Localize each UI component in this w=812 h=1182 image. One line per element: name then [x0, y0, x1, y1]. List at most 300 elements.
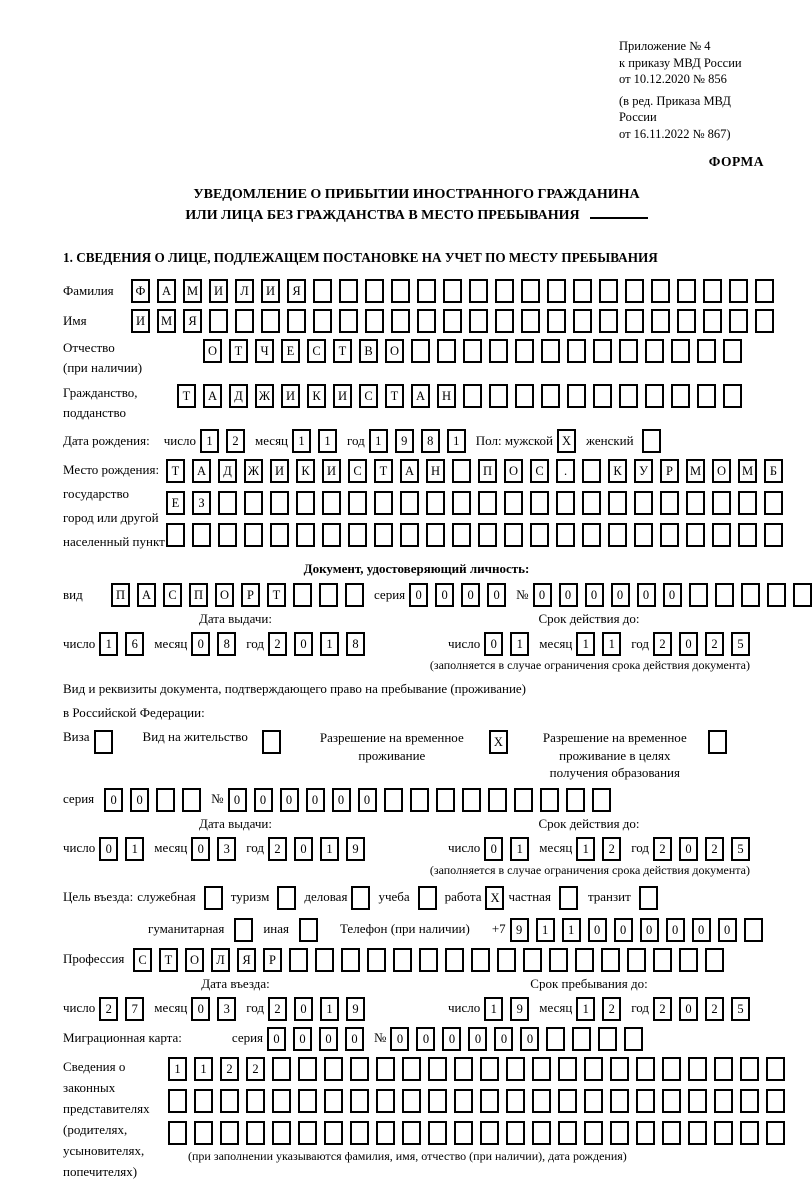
stay-month-input[interactable] [576, 996, 621, 1021]
char-cell[interactable]: Б [764, 459, 783, 483]
char-cell[interactable]: 0 [319, 1027, 338, 1051]
entry-year-input[interactable] [268, 996, 365, 1021]
char-cell[interactable] [592, 788, 611, 812]
char-cell[interactable]: Т [374, 459, 393, 483]
char-cell[interactable]: 1 [99, 632, 118, 656]
char-cell[interactable] [443, 309, 462, 333]
char-cell[interactable]: Е [166, 491, 185, 515]
char-cell[interactable] [289, 948, 308, 972]
char-cell[interactable] [463, 384, 482, 408]
char-cell[interactable] [738, 491, 757, 515]
char-cell[interactable] [532, 1089, 551, 1113]
char-cell[interactable] [523, 948, 542, 972]
char-cell[interactable] [220, 1089, 239, 1113]
residence-valid-day-input[interactable] [484, 836, 529, 861]
char-cell[interactable] [351, 886, 370, 910]
char-cell[interactable] [194, 1089, 213, 1113]
char-cell[interactable] [793, 583, 812, 607]
char-cell[interactable]: 0 [435, 583, 454, 607]
char-cell[interactable] [599, 309, 618, 333]
char-cell[interactable] [182, 788, 201, 812]
char-cell[interactable] [703, 309, 722, 333]
char-cell[interactable] [712, 523, 731, 547]
char-cell[interactable] [402, 1121, 421, 1145]
char-cell[interactable] [454, 1121, 473, 1145]
char-cell[interactable] [686, 523, 705, 547]
temp-residence-education-checkbox[interactable] [708, 729, 727, 754]
char-cell[interactable] [624, 1027, 643, 1051]
char-cell[interactable] [627, 948, 646, 972]
char-cell[interactable]: 0 [461, 583, 480, 607]
char-cell[interactable] [766, 1121, 785, 1145]
char-cell[interactable] [660, 491, 679, 515]
char-cell[interactable]: 7 [125, 997, 144, 1021]
char-cell[interactable] [521, 279, 540, 303]
profession-input[interactable] [133, 947, 724, 972]
char-cell[interactable]: 9 [510, 997, 529, 1021]
char-cell[interactable] [688, 1089, 707, 1113]
char-cell[interactable] [400, 523, 419, 547]
identity-kind-input[interactable] [111, 582, 364, 607]
purpose-private-checkbox[interactable] [559, 885, 578, 910]
char-cell[interactable]: Н [437, 384, 456, 408]
char-cell[interactable] [572, 1027, 591, 1051]
char-cell[interactable]: 2 [602, 837, 621, 861]
char-cell[interactable]: Д [218, 459, 237, 483]
char-cell[interactable] [400, 491, 419, 515]
char-cell[interactable]: 9 [346, 837, 365, 861]
char-cell[interactable]: М [686, 459, 705, 483]
char-cell[interactable] [322, 491, 341, 515]
char-cell[interactable]: 1 [369, 429, 388, 453]
char-cell[interactable] [610, 1121, 629, 1145]
char-cell[interactable] [766, 1089, 785, 1113]
migration-series-input[interactable] [267, 1026, 364, 1051]
char-cell[interactable]: М [157, 309, 176, 333]
char-cell[interactable]: 0 [559, 583, 578, 607]
char-cell[interactable]: 2 [246, 1057, 265, 1081]
char-cell[interactable]: 2 [99, 997, 118, 1021]
char-cell[interactable]: Т [267, 583, 286, 607]
identity-series-input[interactable] [409, 582, 506, 607]
purpose-work-checkbox[interactable] [485, 885, 504, 910]
char-cell[interactable] [723, 384, 742, 408]
sex-female-checkbox[interactable] [642, 428, 661, 453]
char-cell[interactable] [625, 309, 644, 333]
char-cell[interactable]: . [556, 459, 575, 483]
char-cell[interactable]: 1 [125, 837, 144, 861]
char-cell[interactable] [391, 309, 410, 333]
char-cell[interactable]: 0 [191, 837, 210, 861]
char-cell[interactable] [584, 1121, 603, 1145]
char-cell[interactable] [348, 523, 367, 547]
char-cell[interactable]: И [281, 384, 300, 408]
char-cell[interactable] [651, 279, 670, 303]
char-cell[interactable] [384, 788, 403, 812]
char-cell[interactable] [480, 1089, 499, 1113]
char-cell[interactable]: 9 [395, 429, 414, 453]
char-cell[interactable] [454, 1057, 473, 1081]
entry-day-input[interactable] [99, 996, 144, 1021]
char-cell[interactable] [540, 788, 559, 812]
char-cell[interactable] [514, 788, 533, 812]
char-cell[interactable] [287, 309, 306, 333]
char-cell[interactable]: 0 [468, 1027, 487, 1051]
char-cell[interactable] [740, 1121, 759, 1145]
char-cell[interactable]: 0 [409, 583, 428, 607]
identity-issue-day-input[interactable] [99, 631, 144, 656]
char-cell[interactable] [428, 1121, 447, 1145]
char-cell[interactable] [567, 384, 586, 408]
char-cell[interactable] [322, 523, 341, 547]
char-cell[interactable] [662, 1089, 681, 1113]
char-cell[interactable] [391, 279, 410, 303]
char-cell[interactable] [426, 523, 445, 547]
residence-permit-checkbox[interactable] [262, 729, 281, 754]
char-cell[interactable] [712, 491, 731, 515]
char-cell[interactable] [584, 1089, 603, 1113]
char-cell[interactable] [234, 918, 253, 942]
char-cell[interactable] [341, 948, 360, 972]
char-cell[interactable] [582, 459, 601, 483]
char-cell[interactable]: 0 [294, 997, 313, 1021]
purpose-study-checkbox[interactable] [418, 885, 437, 910]
char-cell[interactable]: Т [385, 384, 404, 408]
char-cell[interactable] [244, 491, 263, 515]
temp-residence-checkbox[interactable] [489, 729, 508, 754]
char-cell[interactable]: А [400, 459, 419, 483]
char-cell[interactable]: 0 [267, 1027, 286, 1051]
birthplace-input-line-3[interactable] [166, 522, 783, 547]
char-cell[interactable] [636, 1057, 655, 1081]
char-cell[interactable] [558, 1057, 577, 1081]
residence-valid-month-input[interactable] [576, 836, 621, 861]
char-cell[interactable] [764, 523, 783, 547]
char-cell[interactable] [547, 279, 566, 303]
char-cell[interactable]: 9 [510, 918, 529, 942]
residence-series-input[interactable] [104, 787, 201, 812]
char-cell[interactable]: У [634, 459, 653, 483]
char-cell[interactable]: И [209, 279, 228, 303]
char-cell[interactable]: 5 [731, 632, 750, 656]
char-cell[interactable]: 0 [533, 583, 552, 607]
char-cell[interactable]: 2 [705, 837, 724, 861]
char-cell[interactable] [645, 384, 664, 408]
char-cell[interactable]: 0 [588, 918, 607, 942]
char-cell[interactable] [679, 948, 698, 972]
char-cell[interactable] [495, 309, 514, 333]
identity-valid-year-input[interactable] [653, 631, 750, 656]
char-cell[interactable]: 0 [484, 837, 503, 861]
char-cell[interactable] [452, 459, 471, 483]
char-cell[interactable] [729, 279, 748, 303]
char-cell[interactable]: 1 [484, 997, 503, 1021]
char-cell[interactable] [662, 1057, 681, 1081]
char-cell[interactable] [671, 384, 690, 408]
char-cell[interactable] [608, 523, 627, 547]
char-cell[interactable] [639, 886, 658, 910]
char-cell[interactable] [688, 1057, 707, 1081]
birthplace-input-line-2[interactable] [166, 490, 783, 515]
char-cell[interactable] [634, 523, 653, 547]
char-cell[interactable] [299, 918, 318, 942]
char-cell[interactable]: X [557, 429, 576, 453]
char-cell[interactable] [677, 279, 696, 303]
char-cell[interactable] [296, 523, 315, 547]
char-cell[interactable]: Р [263, 948, 282, 972]
residence-issue-month-input[interactable] [191, 836, 236, 861]
char-cell[interactable] [244, 523, 263, 547]
char-cell[interactable]: И [131, 309, 150, 333]
char-cell[interactable]: 0 [130, 788, 149, 812]
char-cell[interactable] [556, 523, 575, 547]
char-cell[interactable] [324, 1089, 343, 1113]
char-cell[interactable]: Ж [255, 384, 274, 408]
char-cell[interactable] [541, 339, 560, 363]
char-cell[interactable] [315, 948, 334, 972]
char-cell[interactable]: 0 [484, 632, 503, 656]
char-cell[interactable]: А [411, 384, 430, 408]
char-cell[interactable]: М [183, 279, 202, 303]
char-cell[interactable]: Ж [244, 459, 263, 483]
char-cell[interactable] [445, 948, 464, 972]
char-cell[interactable] [478, 523, 497, 547]
char-cell[interactable] [532, 1057, 551, 1081]
char-cell[interactable] [365, 279, 384, 303]
char-cell[interactable]: К [307, 384, 326, 408]
char-cell[interactable] [436, 788, 455, 812]
char-cell[interactable] [489, 339, 508, 363]
char-cell[interactable]: 0 [294, 632, 313, 656]
char-cell[interactable] [521, 309, 540, 333]
char-cell[interactable] [218, 523, 237, 547]
char-cell[interactable]: 0 [99, 837, 118, 861]
char-cell[interactable] [428, 1089, 447, 1113]
char-cell[interactable]: И [270, 459, 289, 483]
char-cell[interactable] [582, 523, 601, 547]
char-cell[interactable]: 0 [585, 583, 604, 607]
char-cell[interactable] [374, 523, 393, 547]
char-cell[interactable] [166, 523, 185, 547]
char-cell[interactable] [495, 279, 514, 303]
char-cell[interactable] [94, 730, 113, 754]
char-cell[interactable] [715, 583, 734, 607]
char-cell[interactable] [443, 279, 462, 303]
birth-day-input[interactable] [200, 428, 245, 453]
char-cell[interactable]: 1 [320, 632, 339, 656]
char-cell[interactable] [532, 1121, 551, 1145]
char-cell[interactable]: 0 [663, 583, 682, 607]
char-cell[interactable] [619, 384, 638, 408]
char-cell[interactable] [504, 523, 523, 547]
surname-input[interactable] [131, 278, 774, 303]
char-cell[interactable] [209, 309, 228, 333]
purpose-commercial-checkbox[interactable] [351, 885, 370, 910]
char-cell[interactable] [515, 339, 534, 363]
char-cell[interactable]: X [489, 730, 508, 754]
char-cell[interactable] [298, 1089, 317, 1113]
representatives-input-line-2[interactable] [168, 1088, 785, 1113]
char-cell[interactable] [428, 1057, 447, 1081]
char-cell[interactable]: И [333, 384, 352, 408]
char-cell[interactable]: 8 [217, 632, 236, 656]
char-cell[interactable] [194, 1121, 213, 1145]
char-cell[interactable]: Н [426, 459, 445, 483]
char-cell[interactable] [402, 1089, 421, 1113]
char-cell[interactable] [350, 1121, 369, 1145]
char-cell[interactable] [410, 788, 429, 812]
char-cell[interactable] [558, 1121, 577, 1145]
char-cell[interactable]: А [203, 384, 222, 408]
char-cell[interactable]: С [307, 339, 326, 363]
char-cell[interactable]: 2 [705, 632, 724, 656]
char-cell[interactable]: 1 [320, 837, 339, 861]
char-cell[interactable]: 0 [692, 918, 711, 942]
char-cell[interactable]: 0 [666, 918, 685, 942]
char-cell[interactable] [418, 886, 437, 910]
char-cell[interactable]: О [203, 339, 222, 363]
char-cell[interactable]: Я [287, 279, 306, 303]
char-cell[interactable]: А [137, 583, 156, 607]
purpose-humanitarian-checkbox[interactable] [234, 917, 253, 942]
char-cell[interactable]: 1 [536, 918, 555, 942]
char-cell[interactable]: 1 [292, 429, 311, 453]
char-cell[interactable]: 1 [200, 429, 219, 453]
char-cell[interactable]: 5 [731, 997, 750, 1021]
char-cell[interactable]: 1 [318, 429, 337, 453]
char-cell[interactable] [636, 1121, 655, 1145]
char-cell[interactable] [575, 948, 594, 972]
char-cell[interactable] [705, 948, 724, 972]
char-cell[interactable]: 0 [293, 1027, 312, 1051]
char-cell[interactable]: Д [229, 384, 248, 408]
char-cell[interactable]: 0 [254, 788, 273, 812]
char-cell[interactable] [766, 1057, 785, 1081]
char-cell[interactable] [741, 583, 760, 607]
char-cell[interactable]: 1 [576, 632, 595, 656]
char-cell[interactable]: 0 [637, 583, 656, 607]
char-cell[interactable] [688, 1121, 707, 1145]
char-cell[interactable] [462, 788, 481, 812]
char-cell[interactable]: 2 [705, 997, 724, 1021]
char-cell[interactable]: З [192, 491, 211, 515]
char-cell[interactable] [584, 1057, 603, 1081]
char-cell[interactable]: О [215, 583, 234, 607]
char-cell[interactable] [471, 948, 490, 972]
representatives-input-line-1[interactable] [168, 1056, 785, 1081]
char-cell[interactable] [610, 1089, 629, 1113]
char-cell[interactable]: П [111, 583, 130, 607]
char-cell[interactable]: 6 [125, 632, 144, 656]
char-cell[interactable]: 2 [268, 837, 287, 861]
char-cell[interactable] [168, 1089, 187, 1113]
char-cell[interactable] [634, 491, 653, 515]
char-cell[interactable] [218, 491, 237, 515]
sex-male-checkbox[interactable] [557, 428, 576, 453]
char-cell[interactable]: 2 [602, 997, 621, 1021]
char-cell[interactable]: Т [159, 948, 178, 972]
char-cell[interactable]: А [192, 459, 211, 483]
char-cell[interactable]: К [608, 459, 627, 483]
char-cell[interactable]: 2 [653, 632, 672, 656]
char-cell[interactable]: Р [660, 459, 679, 483]
char-cell[interactable]: 2 [653, 837, 672, 861]
char-cell[interactable]: В [359, 339, 378, 363]
char-cell[interactable]: О [712, 459, 731, 483]
char-cell[interactable]: 1 [194, 1057, 213, 1081]
char-cell[interactable] [703, 279, 722, 303]
char-cell[interactable]: 0 [494, 1027, 513, 1051]
char-cell[interactable] [411, 339, 430, 363]
char-cell[interactable] [697, 384, 716, 408]
identity-valid-month-input[interactable] [576, 631, 621, 656]
char-cell[interactable] [738, 523, 757, 547]
char-cell[interactable] [558, 1089, 577, 1113]
char-cell[interactable] [755, 279, 774, 303]
char-cell[interactable] [530, 491, 549, 515]
char-cell[interactable] [645, 339, 664, 363]
char-cell[interactable] [714, 1121, 733, 1145]
char-cell[interactable] [262, 730, 281, 754]
char-cell[interactable] [480, 1121, 499, 1145]
char-cell[interactable] [376, 1057, 395, 1081]
char-cell[interactable] [339, 309, 358, 333]
char-cell[interactable]: Т [333, 339, 352, 363]
char-cell[interactable] [437, 339, 456, 363]
char-cell[interactable] [671, 339, 690, 363]
char-cell[interactable]: 0 [442, 1027, 461, 1051]
char-cell[interactable] [593, 384, 612, 408]
char-cell[interactable] [599, 279, 618, 303]
identity-issue-month-input[interactable] [191, 631, 236, 656]
char-cell[interactable] [740, 1057, 759, 1081]
char-cell[interactable] [530, 523, 549, 547]
representatives-input-line-3[interactable] [168, 1120, 785, 1145]
char-cell[interactable] [506, 1089, 525, 1113]
stay-day-input[interactable] [484, 996, 529, 1021]
char-cell[interactable] [689, 583, 708, 607]
char-cell[interactable]: О [504, 459, 523, 483]
char-cell[interactable] [651, 309, 670, 333]
char-cell[interactable]: 1 [320, 997, 339, 1021]
char-cell[interactable]: 1 [562, 918, 581, 942]
char-cell[interactable] [708, 730, 727, 754]
char-cell[interactable]: 0 [679, 837, 698, 861]
char-cell[interactable]: Е [281, 339, 300, 363]
char-cell[interactable] [566, 788, 585, 812]
char-cell[interactable] [296, 491, 315, 515]
char-cell[interactable] [506, 1121, 525, 1145]
char-cell[interactable]: 0 [611, 583, 630, 607]
purpose-transit-checkbox[interactable] [639, 885, 658, 910]
char-cell[interactable]: С [359, 384, 378, 408]
char-cell[interactable]: 5 [731, 837, 750, 861]
char-cell[interactable]: 1 [168, 1057, 187, 1081]
char-cell[interactable] [324, 1121, 343, 1145]
char-cell[interactable] [376, 1089, 395, 1113]
migration-number-input[interactable] [390, 1026, 643, 1051]
char-cell[interactable] [293, 583, 312, 607]
char-cell[interactable] [272, 1089, 291, 1113]
char-cell[interactable]: 0 [358, 788, 377, 812]
char-cell[interactable]: П [189, 583, 208, 607]
char-cell[interactable]: Т [177, 384, 196, 408]
char-cell[interactable] [313, 279, 332, 303]
char-cell[interactable] [610, 1057, 629, 1081]
char-cell[interactable]: 0 [306, 788, 325, 812]
char-cell[interactable] [365, 309, 384, 333]
char-cell[interactable] [504, 491, 523, 515]
